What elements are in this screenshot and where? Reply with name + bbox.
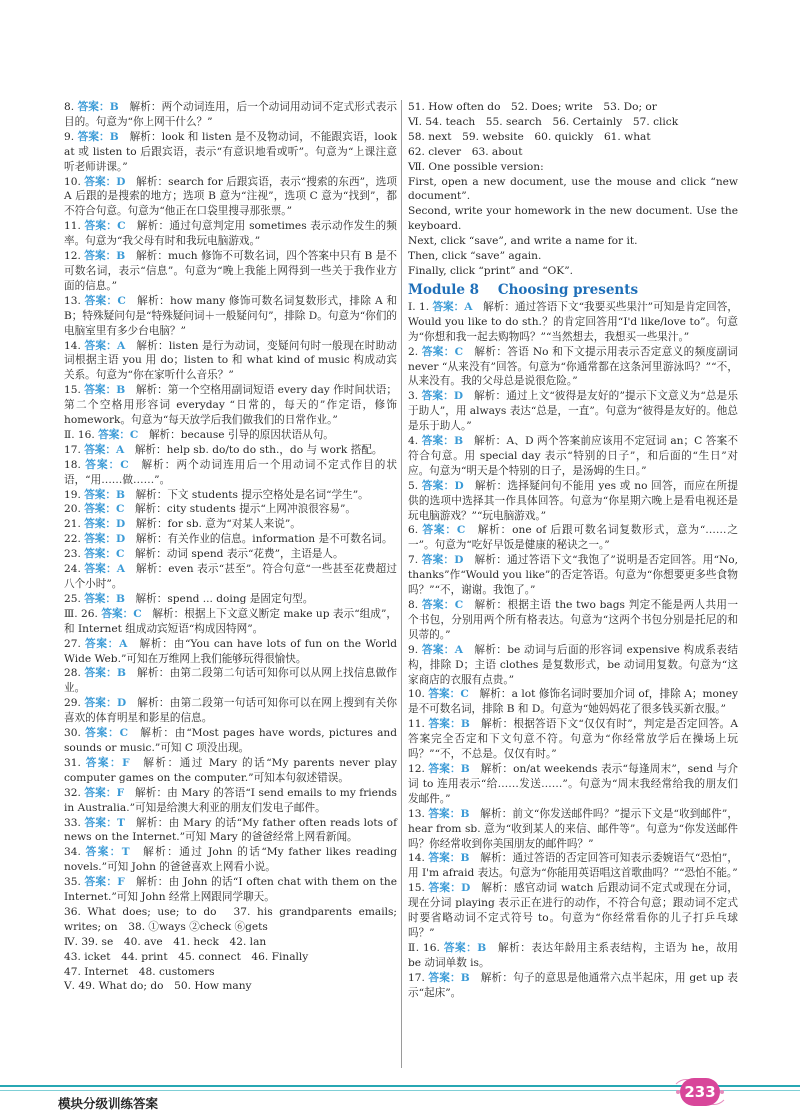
- explanation-text: 解析：两个动词连用后一个用动词不定式作目的状语，“用……做……”。: [64, 458, 398, 486]
- explanation-text: 解析：通过句意判定用 sometimes 表示动作发生的频率。句意为“我父母有时和我玩电脑游戏。”: [64, 220, 397, 248]
- entry-number: 5.: [408, 479, 422, 492]
- answer-key: 答案：C: [422, 524, 466, 537]
- answer-entry: [64, 458, 397, 488]
- answer-key: 答案：D: [84, 697, 127, 710]
- answer-entry: [64, 637, 397, 667]
- entry-number: 62. clever 63. about: [408, 145, 523, 158]
- entry-number: 8.: [64, 101, 78, 113]
- answer-entry: [64, 875, 397, 905]
- explanation-text: 解析：A、D 两个答案前应该用不定冠词 an；C 答案不符合句意。用 special day 表示“特别的日子”，和后面的“生日”对应。句意为“明天是个特别的日子，是汤姆的生日。”: [408, 435, 738, 477]
- explanation-text: 解析：通过答语下文“我要买些果汁”可知是肯定回答，Would you like to do sth.？的肯定回答用“I'd like/love to”。句意为“你想和我一起去购物吗？”“当然想去，我想买一些果汁。”: [408, 300, 738, 343]
- entry-number: 25.: [64, 592, 85, 605]
- answer-key: 答案：B: [428, 971, 470, 984]
- entry-number: 13.: [64, 294, 85, 307]
- answer-entry: [64, 786, 397, 816]
- answer-entry: [408, 643, 738, 688]
- answer-key: 答案：C: [84, 220, 126, 233]
- answer-key: 答案：A: [84, 563, 125, 576]
- answer-entry: [408, 881, 738, 941]
- explanation-text: 解析：根据答语下文“仅仅有时”，判定是否定回答。A 答案完全否定和下文句意不符。句意为“你经常放学后在操场上玩吗？”“不，不总是。仅仅有时。”: [408, 718, 738, 761]
- answer-entry: [408, 479, 738, 524]
- answer-key: 答案：B: [428, 718, 470, 731]
- entry-number: 7.: [408, 554, 422, 567]
- answer-entry: [64, 100, 397, 130]
- answer-key: 答案：B: [84, 250, 126, 263]
- entry-number: Ⅳ. 39. se 40. ave 41. heck 42. lan: [64, 935, 267, 948]
- answer-entry: [408, 175, 738, 205]
- entry-number: Ⅲ. 26.: [64, 607, 102, 620]
- answer-entry: [64, 339, 397, 384]
- explanation-text: 解析：句子的意思是他通常六点半起床，用 get up 表示“起床”。: [408, 971, 739, 999]
- explanation-text: 解析：search for 后跟宾语，表示“搜索的东西”，选项 A 后跟的是搜索的地方；选项 B 意为“注视”，选项 C 意为“找到”，都不符合句意。句意为“他正在口袋里搜寻那张票。”: [64, 175, 397, 218]
- answer-entry: [64, 607, 397, 637]
- answer-entry: [64, 488, 397, 503]
- answer-key: 答案：B: [84, 592, 125, 605]
- answer-entry: [64, 294, 397, 339]
- answer-key: 答案：D: [428, 882, 471, 895]
- explanation-text: 解析：city students 提示“上网冲浪很容易”。: [124, 503, 356, 516]
- footer-title: 模块分级训练答案: [58, 1096, 159, 1111]
- answer-entry: [64, 219, 397, 249]
- answer-key: 答案：B: [84, 667, 126, 680]
- answer-key: 答案：D: [421, 479, 464, 492]
- answer-key: 答案：C: [84, 503, 125, 516]
- answer-key: 答案：C: [421, 345, 464, 358]
- answer-key: 答案：T: [84, 816, 125, 829]
- explanation-text: 解析：for sb. 意为“对某人来说”。: [125, 518, 301, 531]
- answer-entry: [408, 553, 738, 598]
- entry-number: Ⅶ. One possible version:: [408, 160, 544, 173]
- entry-number: 51. How often do 52. Does; write 53. Do; or: [408, 101, 657, 113]
- entry-number: 14.: [408, 852, 429, 865]
- entry-number: 22.: [64, 533, 85, 546]
- explanation-text: 解析：a lot 修饰名词时要加介词 of，排除 A；money 是不可数名词，排除 B 和 D。句意为“她妈妈花了很多钱买新衣服。”: [408, 688, 738, 716]
- explanation-text: 解析：由“You can have lots of fun on the World Wide Web.”可知在万维网上我们能够玩得很愉快。: [64, 637, 397, 665]
- entry-number: Then, click “save” again.: [408, 250, 542, 263]
- module-title: Choosing presents: [497, 281, 639, 298]
- answer-entry: [64, 845, 397, 875]
- entry-number: 11.: [408, 718, 429, 731]
- entry-number: 6.: [408, 524, 423, 537]
- answer-key: 答案：B: [443, 941, 487, 954]
- answer-entry: [408, 851, 738, 881]
- right-top-entries: [408, 100, 738, 279]
- explanation-text: 解析：根据上下文意义断定 make up 表示“组成”，和 Internet 组成动宾短语“构成因特网”。: [64, 607, 397, 635]
- answer-entry: [64, 175, 397, 220]
- entry-number: Next, click “save”, and write a name for it.: [408, 235, 638, 248]
- entry-number: 15.: [408, 882, 429, 895]
- explanation-text: 解析：由 Mary 的答语“I send emails to my friends in Australia.”可知是给澳大利亚的朋友们发电子邮件。: [64, 786, 397, 814]
- answer-key: 答案：A: [84, 339, 126, 352]
- explanation-text: 解析：动词 spend 表示“花费”，主语是人。: [124, 548, 344, 561]
- answer-entry: [408, 434, 738, 479]
- answer-entry: [64, 517, 397, 532]
- answer-key: 答案：B: [428, 852, 470, 865]
- answer-entry: [64, 979, 397, 994]
- module-number: Module 8: [408, 281, 480, 298]
- answer-entry: [64, 965, 397, 980]
- explanation-text: 解析：help sb. do/to do sth.，do 与 work 搭配。: [124, 443, 383, 456]
- answer-entry: [64, 696, 397, 726]
- explanation-text: 解析：第一个空格用副词短语 every day 作时间状语；第二个空格用形容词 everyday “日常的，每天的”作定语，修饰 homework。句意为“每天放学后我们做我们的日常作业。”: [64, 384, 397, 427]
- explanation-text: 解析：how many 修饰可数名词复数形式，排除 A 和 B；特殊疑问句是“特殊疑问词＋一般疑问句”，排除 D。句意为“你们的电脑室里有多少台电脑？”: [64, 294, 397, 337]
- answer-entry: [64, 666, 397, 696]
- answer-entry: [408, 762, 738, 807]
- entry-number: 8.: [408, 599, 422, 611]
- answer-entry: [64, 547, 397, 562]
- answer-entry: [408, 130, 738, 145]
- explanation-text: 解析：much 修饰不可数名词，四个答案中只有 B 是不可数名词，表示“信息”。句意为“晚上我能上网得到一些关于我作业方面的信息。”: [64, 250, 397, 292]
- answer-entry: [408, 145, 738, 160]
- entry-number: 32.: [64, 786, 85, 799]
- answer-entry: [408, 345, 738, 390]
- answer-entry: [408, 941, 738, 971]
- entry-number: Ⅱ. 16.: [408, 941, 444, 954]
- explanation-text: 解析：有关作业的信息。information 是不可数名词。: [125, 533, 393, 546]
- entry-number: 17.: [64, 443, 85, 456]
- entry-number: 58. next 59. website 60. quickly 61. what: [408, 130, 651, 143]
- explanation-text: 解析：通过上文“彼得是友好的”提示下文意义为“总是乐于助人”，用 always 表达“总是，一直”。句意为“彼得是友好的。他总是乐于助人。”: [408, 390, 739, 433]
- entry-number: 35.: [64, 876, 85, 889]
- answer-entry: [64, 428, 397, 443]
- answer-key: 答案：D: [84, 518, 126, 531]
- entry-number: First, open a new document, use the mouse and click “new document”.: [408, 175, 738, 203]
- answer-key: 答案：C: [85, 458, 129, 471]
- entry-number: 3.: [408, 390, 422, 403]
- entry-number: 10.: [64, 175, 85, 188]
- page-number: 233: [680, 1078, 720, 1106]
- entry-number: 12.: [408, 762, 429, 775]
- answer-key: 答案：A: [421, 643, 463, 656]
- answer-entry: [64, 249, 397, 294]
- answer-key: 答案：C: [98, 428, 139, 441]
- answer-entry: [408, 389, 738, 434]
- module-heading: [408, 281, 738, 299]
- entry-number: 27.: [64, 637, 85, 650]
- entry-number: 43. icket 44. print 45. connect 46. Finally: [64, 950, 309, 963]
- answer-key: 答案：C: [101, 607, 142, 620]
- entry-number: 9.: [408, 643, 422, 656]
- answer-entry: [408, 523, 738, 553]
- explanation-text: 解析：根据主语 the two bags 判定不能是两人共用一个书包，分别用两个所有格表达。句意为“这两个书包分别是托尼的和贝蒂的。”: [408, 599, 738, 641]
- right-column: [408, 100, 738, 1000]
- explanation-text: 解析：通过 John 的话“My father likes reading novels.”可知 John 的爸爸喜欢上网看小说。: [64, 846, 398, 874]
- entry-number: 4.: [408, 435, 422, 448]
- entry-number: 20.: [64, 503, 85, 516]
- entry-number: 15.: [64, 384, 85, 397]
- answer-entry: [408, 234, 738, 249]
- answer-key: 答案：C: [85, 727, 129, 740]
- entry-number: 23.: [64, 548, 85, 561]
- answer-entry: [408, 717, 738, 762]
- entry-number: 34.: [64, 846, 86, 859]
- answer-key: 答案：B: [428, 762, 470, 775]
- entry-number: 30.: [64, 727, 86, 740]
- answer-key: 答案：B: [77, 130, 119, 143]
- answer-entry: [64, 562, 397, 592]
- answer-key: 答案：C: [421, 599, 464, 611]
- answer-entry: [408, 204, 738, 234]
- explanation-text: 解析：spend ... doing 是固定句型。: [124, 592, 314, 605]
- entry-number: Ⅵ. 54. teach 55. search 56. Certainly 57. click: [408, 115, 679, 128]
- explanation-text: 解析：listen 是行为动词，变疑问句时一般现在时助动词根据主语 you 用 do；listen to 和 what kind of music 构成动宾关系。句意为“你在家听什么音乐？”: [64, 339, 397, 382]
- answer-key: 答案：D: [421, 390, 464, 403]
- explanation-text: 解析：由 Mary 的话“My father often reads lots of news on the Internet.”可知 Mary 的爸爸经常上网看新闻。: [64, 816, 397, 844]
- explanation-text: 解析：由第二段第二句话可知你可以从网上找信息做作业。: [64, 667, 397, 695]
- explanation-text: 解析：even 表示“甚至”。符合句意“一些甚至花费超过八个小时”。: [64, 563, 397, 590]
- entry-number: Ⅰ. 1.: [408, 300, 433, 313]
- entry-number: 14.: [64, 339, 85, 352]
- answer-entry: [64, 905, 397, 935]
- entry-number: 47. Internet 48. customers: [64, 965, 215, 978]
- answer-entry: [64, 726, 397, 756]
- answer-entry: [64, 443, 397, 458]
- answer-entry: [408, 160, 738, 175]
- explanation-text: 解析：下文 students 提示空格处是名词“学生”。: [124, 488, 369, 501]
- explanation-text: 解析：表达年龄用主系表结构，主语为 he，故用 be 动词单数 is。: [408, 941, 738, 969]
- explanation-text: 解析：选择疑问句不能用 yes 或 no 回答，而应在所提供的选项中选择其一作具体回答。句意为“你星期六晚上是看电视还是玩电脑游戏？”“玩电脑游戏。”: [408, 479, 738, 522]
- answer-key: 答案：F: [84, 786, 125, 799]
- explanation-text: 解析：感官动词 watch 后跟动词不定式或现在分词，现在分词 playing 表示正在进行的动作，不符合句意；跟动词不定式时要省略动词不定式符号 to。句意为“你经常看你的儿子打乒乓球吗？”: [408, 882, 739, 939]
- answer-entry: [64, 756, 397, 786]
- answer-entry: [64, 532, 397, 547]
- entry-number: 17.: [408, 971, 429, 984]
- answer-key: 答案：D: [84, 533, 126, 546]
- answer-entry: [64, 592, 397, 607]
- entry-number: 21.: [64, 518, 85, 531]
- explanation-text: 解析：由“Most pages have words, pictures and sounds or music.”可知 C 项没出现。: [64, 727, 397, 754]
- entry-number: 10.: [408, 688, 429, 701]
- answer-key: 答案：B: [421, 435, 464, 448]
- answer-entry: [64, 935, 397, 950]
- answer-entry: [64, 816, 397, 846]
- explanation-text: 解析：通过答语的否定回答可知表示委婉语气“恐怕”，用 I'm afraid 表达。句意为“你能用英语唱这首歌曲吗？”“恐怕不能。”: [408, 852, 738, 880]
- explanation-text: 解析：look 和 listen 是不及物动词，不能跟宾语，look at 或 listen to 后跟宾语，表示“有意识地看或听”。句意为“上课注意听老师讲课。”: [64, 130, 397, 173]
- answer-entry: [408, 249, 738, 264]
- answer-key: 答案：T: [85, 846, 130, 859]
- answer-entry: [408, 115, 738, 130]
- explanation-text: 解析：前文“你发送邮件吗？”提示下文是“收到邮件”，hear from sb. 意为“收到某人的来信、邮件等”。句意为“你发送邮件吗？你经常收到你美国朋友的邮件吗？”: [408, 807, 738, 850]
- explanation-text: 解析：由 John 的话“I often chat with them on the Internet.”可知 John 经常上网跟同学聊天。: [64, 876, 397, 904]
- left-column: [64, 100, 397, 994]
- answer-entry: [408, 807, 738, 852]
- answer-key: 答案：A: [85, 637, 128, 650]
- explanation-text: 解析：be 动词与后面的形容词 expensive 构成系表结构，排除 D；主语 clothes 是复数形式，be 动词用复数。句意为“这家商店的衣服有点贵。”: [408, 643, 738, 686]
- entry-number: 19.: [64, 488, 85, 501]
- entry-number: 18.: [64, 458, 86, 471]
- answer-key: 答案：C: [84, 294, 126, 307]
- page-footer: [0, 1074, 800, 1112]
- entry-number: 11.: [64, 220, 85, 233]
- entry-number: 36. What does; use; to do 37. his grandparents emails; writes; on 38. ①ways ②check ⑥gets: [64, 905, 397, 933]
- answer-entry: [408, 687, 738, 717]
- explanation-text: 解析：通过 Mary 的话“My parents never play computer games on the computer.”可知本句叙述错误。: [64, 756, 397, 784]
- answer-entry: [408, 300, 738, 345]
- answer-key: 答案：D: [84, 175, 126, 188]
- explanation-text: 解析：两个动词连用，后一个动词用动词不定式形式表示目的。句意为“你上网干什么？”: [64, 101, 397, 128]
- entry-number: 31.: [64, 756, 86, 769]
- explanation-text: 解析：通过答语下文“我饱了”说明是否定回答。用“No, thanks”作“Would you like”的否定答语。句意为“你想要更多些食物吗？”“不，谢谢。我饱了。”: [408, 554, 738, 597]
- answer-key: 答案：B: [428, 807, 470, 820]
- answer-entry: [408, 971, 738, 1001]
- entry-number: Second, write your homework in the new document. Use the keyboard.: [408, 205, 738, 233]
- entry-number: Ⅱ. 16.: [64, 428, 99, 441]
- entry-number: 13.: [408, 807, 429, 820]
- answer-key: 答案：A: [84, 443, 125, 456]
- answer-entry: [408, 598, 738, 643]
- answer-entry: [64, 502, 397, 517]
- answer-entry: [64, 950, 397, 965]
- answer-entry: [408, 100, 738, 115]
- explanation-text: 解析：because 引导的原因状语从句。: [138, 428, 334, 441]
- entry-number: 9.: [64, 130, 78, 143]
- entry-number: Ⅴ. 49. What do; do 50. How many: [64, 980, 252, 993]
- entry-number: Finally, click “print” and “OK”.: [408, 264, 573, 277]
- entry-number: 29.: [64, 697, 85, 710]
- explanation-text: 解析：由第二段第一句话可知你可以在网上搜到有关你喜欢的体育明星和影星的信息。: [64, 697, 398, 725]
- answer-key: 答案：F: [85, 756, 130, 769]
- answer-key: 答案：A: [432, 300, 473, 313]
- entry-number: 33.: [64, 816, 85, 829]
- explanation-text: 解析：答语 No 和下文提示用表示否定意义的频度副词 never “从来没有”回答。句意为“你通常都在这条河里游泳吗？”“不，从来没有。我的父母总是说很危险。”: [408, 345, 738, 388]
- answer-entry: [408, 264, 738, 279]
- answer-key: 答案：B: [77, 101, 119, 113]
- answer-key: 答案：C: [428, 688, 469, 701]
- entry-number: 24.: [64, 563, 85, 576]
- right-bottom-entries: [408, 300, 738, 1001]
- answer-entry: [64, 130, 397, 175]
- explanation-text: 解析：on/at weekends 表示“每逢周末”，send 与介词 to 连用表示“给……发送……”。句意为“周末我经常给我的朋友们发邮件。”: [408, 762, 738, 805]
- entry-number: 12.: [64, 250, 85, 263]
- answer-entry: [64, 383, 397, 428]
- answer-key: 答案：F: [84, 876, 125, 889]
- answer-key: 答案：D: [421, 554, 464, 567]
- entry-number: 28.: [64, 667, 85, 680]
- answer-key: 答案：B: [84, 384, 126, 397]
- entry-number: 2.: [408, 345, 422, 358]
- column-divider: [401, 100, 402, 1068]
- answer-key: 答案：B: [84, 488, 125, 501]
- answer-key: 答案：C: [84, 548, 125, 561]
- explanation-text: 解析：one of 后跟可数名词复数形式，意为“……之一”。句意为“吃好早饭是健康的秘诀之一。”: [408, 524, 738, 552]
